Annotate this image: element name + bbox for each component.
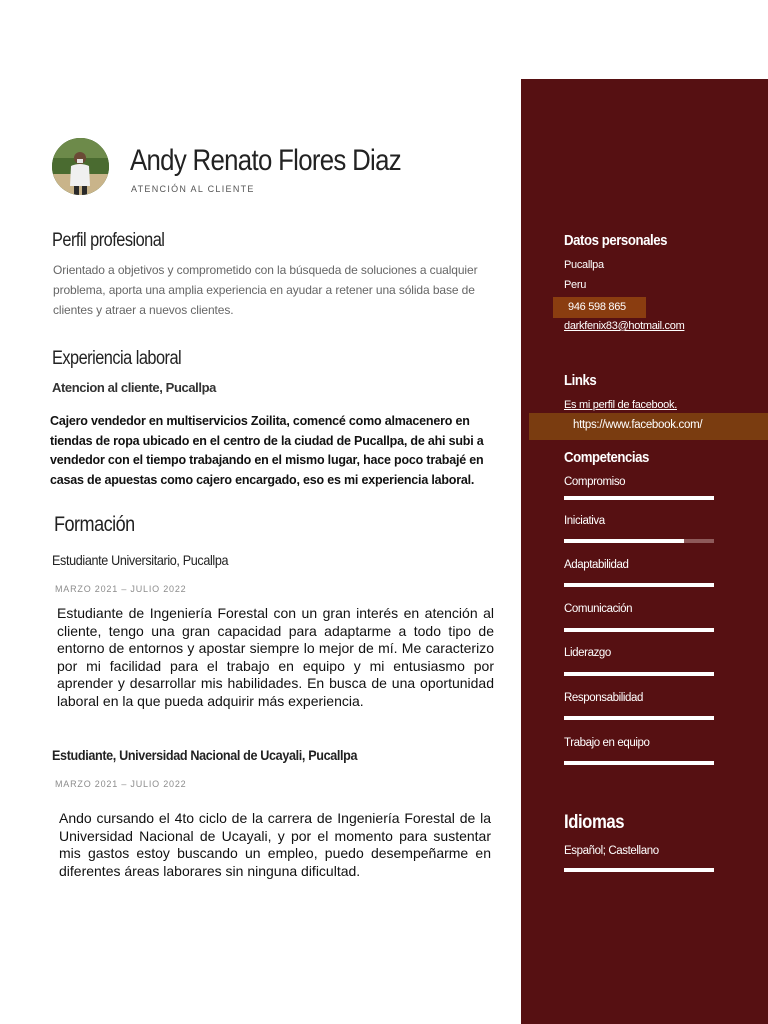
idiomas-heading: Idiomas <box>564 812 625 833</box>
formacion-item-1-subtitle: Estudiante Universitario, Pucallpa <box>52 552 229 568</box>
skill-bar-fill <box>564 716 714 720</box>
skill-bar-fill <box>564 672 714 676</box>
perfil-heading: Perfil profesional <box>52 230 165 251</box>
skill-bar <box>564 716 714 720</box>
skill-bar <box>564 583 714 587</box>
skill-bar-fill <box>564 628 714 632</box>
skill-bar-fill <box>564 761 714 765</box>
formacion-item-1-text: Estudiante de Ingeniería Forestal con un gran interés en atención al cliente, tengo una gran capacidad para adaptarme a todo tipo de entorno de entornos y apostar siempre lo mejor de mí. Me caracterizo por mi facilidad para el trabajo en equipo y mi entusiasmo por aprender y desarrollar mis habilidades. En busca de una oportunidad laboral en la que pueda adquirir más experiencia. <box>57 605 494 709</box>
competencias-heading: Competencias <box>564 449 649 466</box>
formacion-item-2-subtitle: Estudiante, Universidad Nacional de Ucayali, Pucallpa <box>52 747 358 763</box>
skill-bar <box>564 761 714 765</box>
skill-label: Comunicación <box>564 603 633 615</box>
sidebar <box>521 79 768 1024</box>
skill-label: Adaptabilidad <box>564 559 629 571</box>
skill-bar-fill <box>564 539 684 543</box>
skill-bar <box>564 628 714 632</box>
skill-bar-fill <box>564 583 714 587</box>
links-heading: Links <box>564 372 597 389</box>
formacion-item-2-text: Ando cursando el 4to ciclo de la carrera de Ingeniería Forestal de la Universidad Nacional de Ucayali, y por el momento para sustentar mis gastos estoy buscando un empleo, puedo desempeñarme en diferentes áreas laborares sin ninguna dificultad. <box>59 810 491 879</box>
datos-heading: Datos personales <box>564 232 668 249</box>
phone-text: 946 598 865 <box>568 301 626 313</box>
formacion-item-2-date: MARZO 2021 – JULIO 2022 <box>55 779 187 789</box>
skill-bar <box>564 496 714 500</box>
city-text: Pucallpa <box>564 259 604 271</box>
formacion-heading: Formación <box>54 513 135 536</box>
skill-label: Trabajo en equipo <box>564 737 650 749</box>
skill-bar <box>564 672 714 676</box>
facebook-label-link[interactable]: Es mi perfil de facebook. <box>564 399 677 411</box>
skill-bar <box>564 539 714 543</box>
skill-label: Iniciativa <box>564 515 605 527</box>
candidate-name: Andy Renato Flores Diaz <box>130 144 401 177</box>
candidate-role: ATENCIÓN AL CLIENTE <box>131 184 255 194</box>
facebook-url-text[interactable]: https://www.facebook.com/ <box>573 419 703 431</box>
language-bar <box>564 868 714 872</box>
formacion-item-1-date: MARZO 2021 – JULIO 2022 <box>55 584 187 594</box>
profile-photo <box>52 138 109 195</box>
experiencia-heading: Experiencia laboral <box>52 348 182 369</box>
email-link[interactable]: darkfenix83@hotmail.com <box>564 320 685 332</box>
experiencia-text: Cajero vendedor en multiservicios Zoilita, comencé como almacenero en tiendas de ropa ubicado en el centro de la ciudad de Pucallpa, de ahi subi a vendedor con el tiempo trabajando en el mismo lugar, hace poco trabajé en casas de apuestas como cajero encargado, eso es mi experiencia laboral. <box>50 414 484 487</box>
perfil-text: Orientado a objetivos y comprometido con la búsqueda de soluciones a cualquier problema, aporta una amplia experiencia en ayudar a retener una sólida base de clientes y atraer a nuevos clientes. <box>53 263 478 317</box>
skill-label: Compromiso <box>564 476 626 488</box>
skill-label: Liderazgo <box>564 647 611 659</box>
language-label: Español; Castellano <box>564 845 659 857</box>
country-text: Peru <box>564 279 587 291</box>
skill-bar-fill <box>564 496 714 500</box>
skill-label: Responsabilidad <box>564 692 644 704</box>
language-bar-fill <box>564 868 714 872</box>
avatar <box>52 138 109 195</box>
experiencia-subtitle: Atencion al cliente, Pucallpa <box>52 380 216 395</box>
